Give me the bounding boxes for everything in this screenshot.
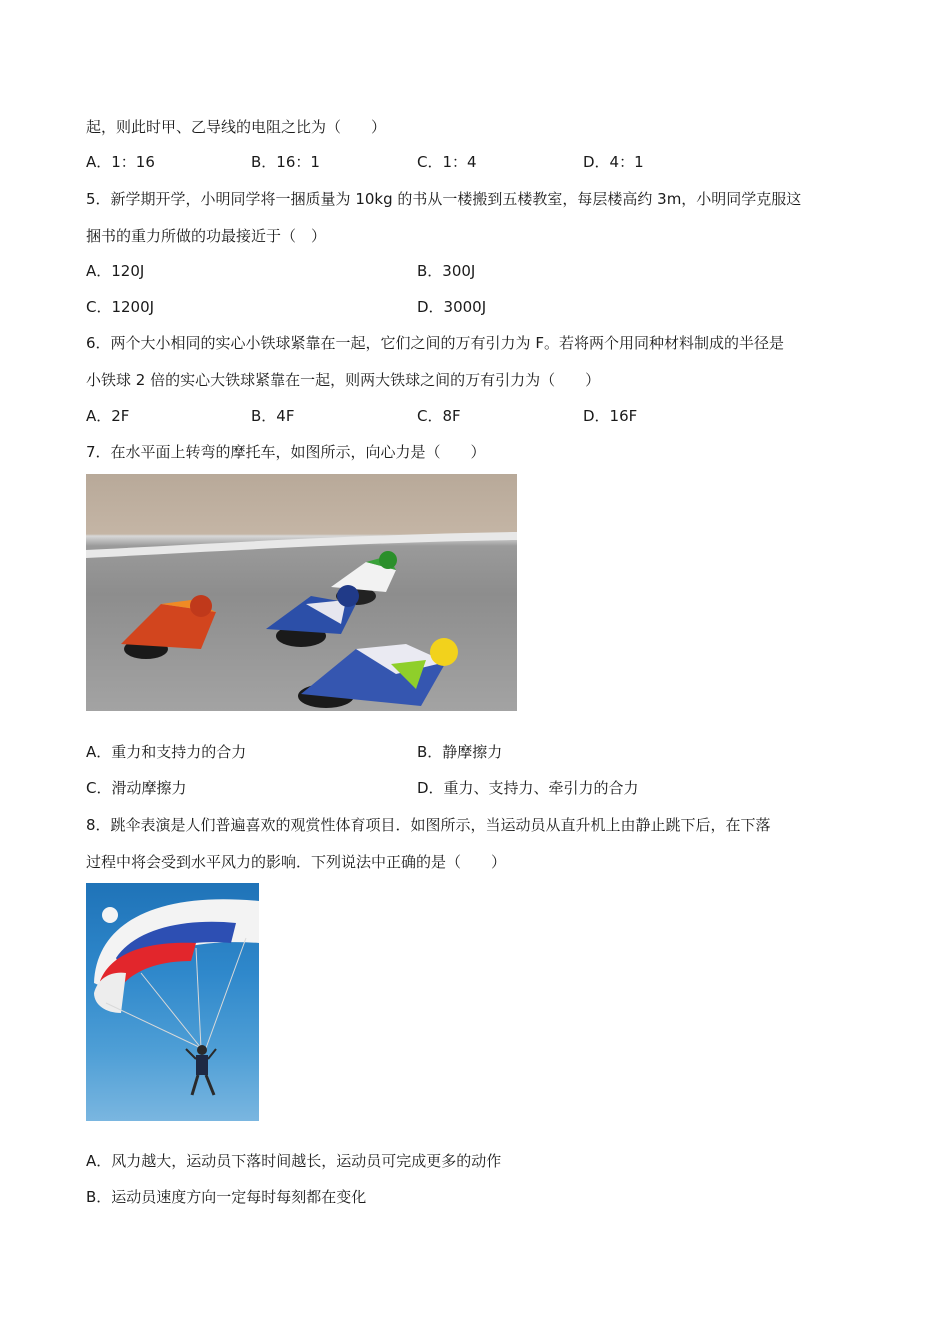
motorcycle-illustration <box>86 474 517 711</box>
q7-option-d: D．重力、支持力、牵引力的合力 <box>417 779 639 797</box>
parachute-photo <box>86 883 259 1121</box>
q4-option-c: C．1：4 <box>417 153 477 171</box>
q7-option-c: C．滑动摩擦力 <box>86 779 187 797</box>
q8-option-b: B．运动员速度方向一定每时每刻都在变化 <box>86 1188 367 1206</box>
q6-option-b: B．4F <box>251 407 295 425</box>
q5-stem-line1: 5．新学期开学，小明同学将一捆质量为 10kg 的书从一楼搬到五楼教室，每层楼高约 3m，小明同学克服这 <box>86 190 802 208</box>
q8-stem-line1: 8．跳伞表演是人们普遍喜欢的观赏性体育项目．如图所示，当运动员从直升机上由静止跳下后，在下落 <box>86 816 771 834</box>
q4-option-b: B．16：1 <box>251 153 320 171</box>
q5-stem-line2: 捆书的重力所做的功最接近于（ ） <box>86 227 327 245</box>
parachute-illustration <box>86 883 259 1121</box>
q5-option-a: A．120J <box>86 262 145 280</box>
q6-option-a: A．2F <box>86 407 130 425</box>
q4-stem-continuation: 起，则此时甲、乙导线的电阻之比为（ ） <box>86 118 387 136</box>
q6-stem-line1: 6．两个大小相同的实心小铁球紧靠在一起，它们之间的万有引力为 F。若将两个用同种材料制成的半径是 <box>86 334 784 352</box>
q6-option-c: C．8F <box>417 407 461 425</box>
q5-option-c: C．1200J <box>86 298 155 316</box>
q7-option-b: B．静摩擦力 <box>417 743 503 761</box>
q5-option-d: D．3000J <box>417 298 487 316</box>
q4-option-d: D．4：1 <box>583 153 644 171</box>
q5-option-b: B．300J <box>417 262 476 280</box>
q4-option-a: A．1：16 <box>86 153 155 171</box>
q8-stem-line2: 过程中将会受到水平风力的影响．下列说法中正确的是（ ） <box>86 853 507 871</box>
q7-option-a: A．重力和支持力的合力 <box>86 743 247 761</box>
q8-option-a: A．风力越大，运动员下落时间越长，运动员可完成更多的动作 <box>86 1152 502 1170</box>
q7-stem: 7．在水平面上转弯的摩托车，如图所示，向心力是（ ） <box>86 443 486 461</box>
q6-option-d: D．16F <box>583 407 638 425</box>
q6-stem-line2: 小铁球 2 倍的实心大铁球紧靠在一起，则两大铁球之间的万有引力为（ ） <box>86 371 601 389</box>
motorcycle-racing-photo <box>86 474 517 711</box>
